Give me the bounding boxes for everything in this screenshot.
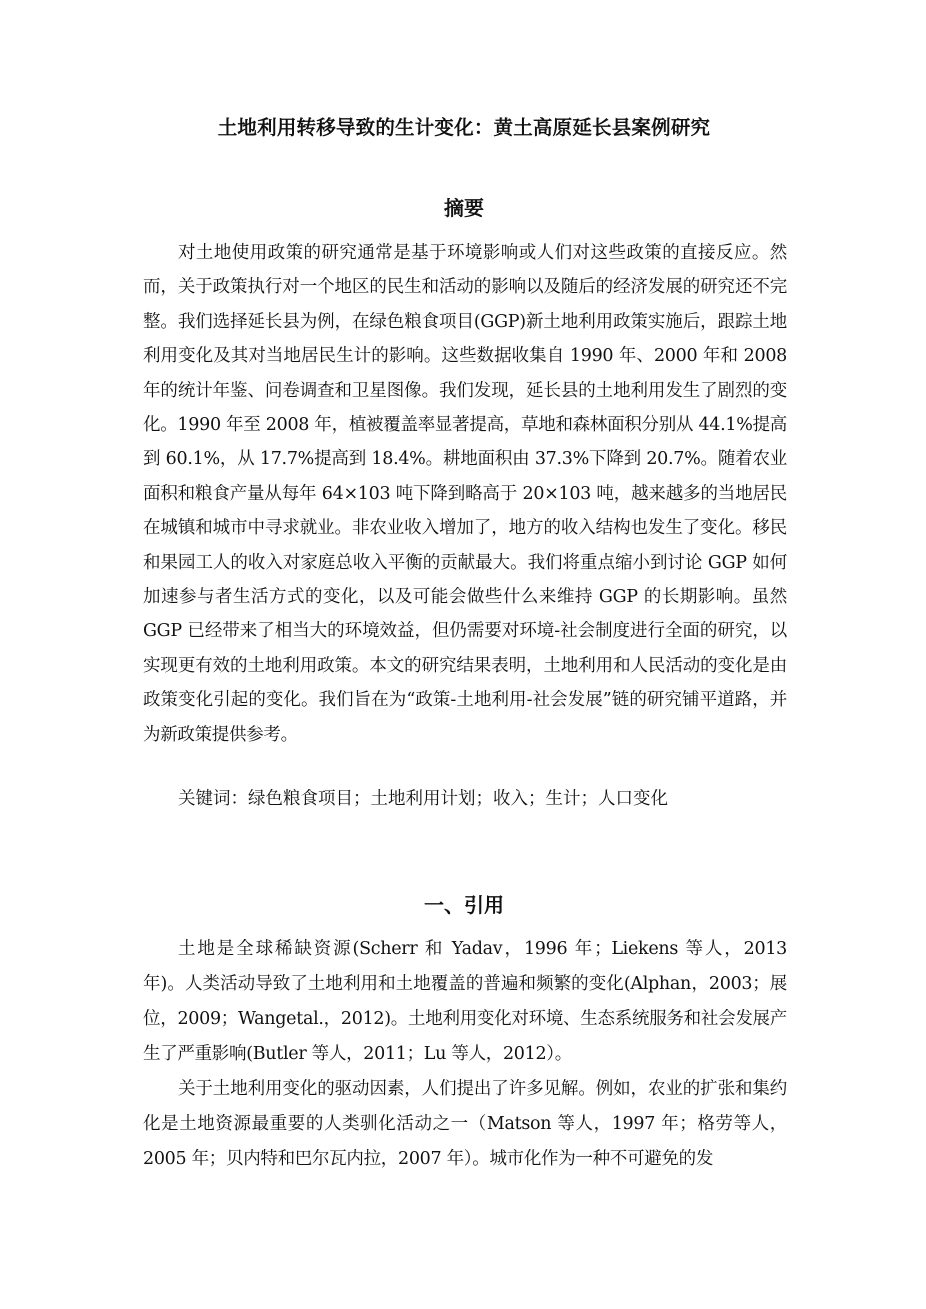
abstract-paragraph: 对土地使用政策的研究通常是基于环境影响或人们对这些政策的直接反应。然而，关于政策执行对一个地区的民生和活动的影响以及随后的经济发展的研究还不完整。我们选择延长县为例，在绿色粮食项目(GGP)新土地利用政策实施后，跟踪土地利用变化及其对当地居民生计的影响。这些数据收集自 1990 年、2000 年和 2008 年的统计年鉴、问卷调查和卫星图像。我们发现，延长县的土地利用发生了剧烈的变化。1990 年至 2008 年，植被覆盖率显著提高，草地和森林面积分别从 44.1%提高到 60.1%，从 17.7%提高到 18.4%。耕地面积由 37.3%下降到 20.7%。随着农业面积和粮食产量从每年 64×103 吨下降到略高于 20×103 吨，越来越多的当地居民在城镇和城市中寻求就业。非农业收入增加了，地方的收入结构也发生了变化。移民和果园工人的收入对家庭总收入平衡的贡献最大。我们将重点缩小到讨论 GGP 如何加速参与者生活方式的变化，以及可能会做些什么来维持 GGP 的长期影响。虽然 GGP 已经带来了相当大的环境效益，但仍需要对环境-社会制度进行全面的研究，以实现更有效的土地利用政策。本文的研究结果表明，土地利用和人民活动的变化是由政策变化引起的变化。我们旨在为“政策-土地利用-社会发展”链的研究铺平道路，并为新政策提供参考。 [143, 243, 787, 745]
keywords-line: 关键词：绿色粮食项目；土地利用计划；收入；生计；人口变化 [178, 789, 668, 809]
body-paragraph: 关于土地利用变化的驱动因素，人们提出了许多见解。例如，农业的扩张和集约化是土地资源最重要的人类驯化活动之一（Matson 等人，1997 年；格劳等人，2005 年；贝内特和巴尔瓦内拉，2007 年）。城市化作为一种不可避免的发 [143, 1079, 787, 1169]
document-title: 土地利用转移导致的生计变化：黄土高原延长县案例研究 [217, 116, 711, 139]
abstract-heading: 摘要 [444, 196, 484, 220]
body-paragraph: 土地是全球稀缺资源(Scherr 和 Yadav，1996 年；Liekens 等人，2013 年)。人类活动导致了土地利用和土地覆盖的普遍和频繁的变化(Alphan，2003；展位，2009；Wangetal.，2012)。土地利用变化对环境、生态系统服务和社会发展产生了严重影响(Butler 等人，2011；Lu 等人，2012）。 [143, 939, 787, 1064]
section-heading-introduction: 一、引用 [424, 893, 504, 917]
